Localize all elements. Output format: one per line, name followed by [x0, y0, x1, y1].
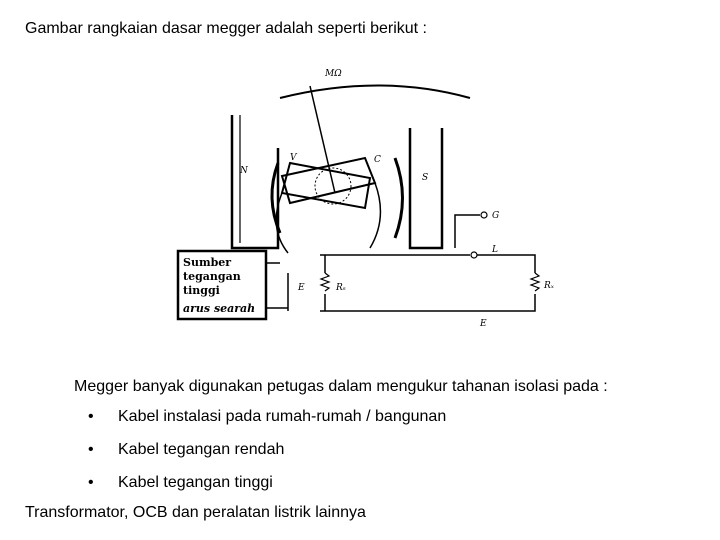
- meter-pointer: [310, 86, 335, 193]
- guard-terminal: [481, 212, 487, 218]
- meter-scale-label: MΩ: [325, 69, 342, 79]
- intro-text: Gambar rangkaian dasar megger adalah seperti berikut :: [25, 20, 427, 37]
- rx-resistor: [531, 273, 539, 291]
- bullet-item: Kabel tegangan tinggi: [118, 474, 273, 491]
- earth-label: E: [298, 283, 305, 293]
- coil-v-label: V: [290, 153, 297, 163]
- line-terminal: [471, 252, 477, 258]
- rx-label: Rₓ: [544, 281, 554, 291]
- pole-shoe-right: [395, 158, 403, 238]
- bullet-icon: •: [88, 474, 94, 491]
- bullet-icon: •: [88, 441, 94, 458]
- bullet-icon: •: [88, 408, 94, 425]
- magnet-north-pole: [232, 115, 278, 248]
- source-line-3: tinggi: [183, 284, 220, 297]
- guard-label: G: [492, 211, 500, 221]
- meter-scale-arc: [280, 86, 470, 99]
- earth-label-2: E: [480, 319, 487, 329]
- rs-resistor: [321, 273, 329, 291]
- bullet-item: Kabel tegangan rendah: [118, 441, 285, 458]
- magnet-south-pole: [410, 128, 442, 248]
- closing-text: Transformator, OCB dan peralatan listrik lainnya: [25, 504, 366, 521]
- coil-c-label: C: [374, 155, 381, 165]
- bullet-item: Kabel instalasi pada rumah-rumah / bangunan: [118, 408, 447, 425]
- rs-label: Rₛ: [336, 283, 346, 293]
- source-line-4: arus searah: [183, 302, 256, 315]
- north-label: N: [240, 166, 248, 176]
- south-label: S: [422, 173, 429, 183]
- megger-circuit-diagram: [170, 58, 570, 343]
- source-line-2: tegangan: [183, 270, 241, 283]
- source-line-1: Sumber: [183, 256, 232, 269]
- line-label: L: [492, 245, 498, 255]
- usage-paragraph: Megger banyak digunakan petugas dalam mengukur tahanan isolasi pada :: [74, 378, 608, 395]
